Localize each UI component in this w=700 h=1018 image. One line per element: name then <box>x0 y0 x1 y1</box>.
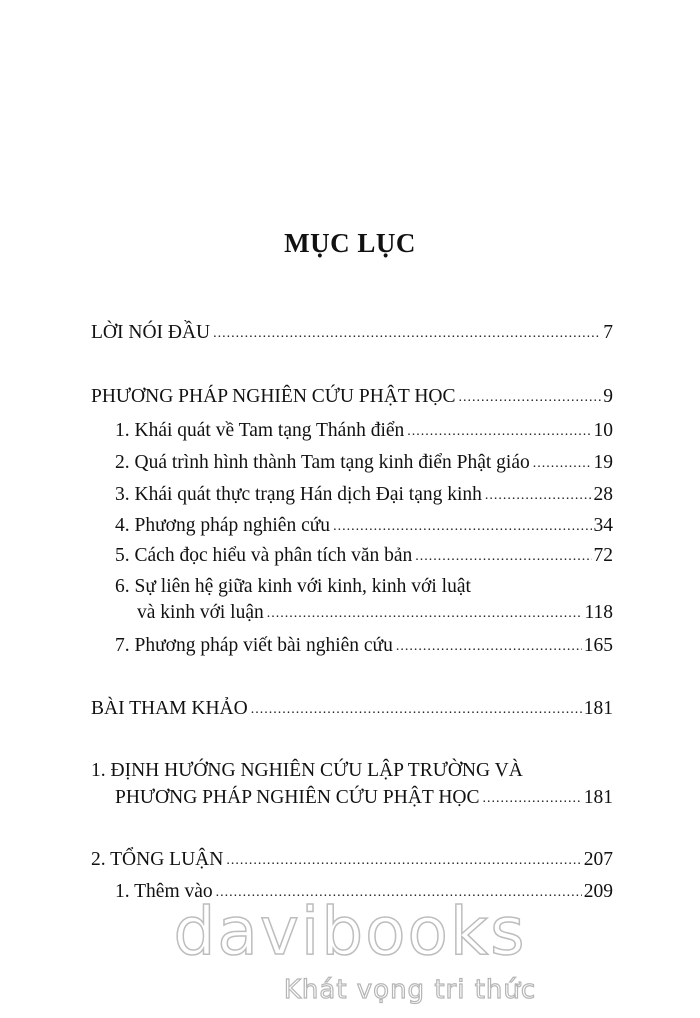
dot-leader <box>333 515 591 539</box>
dot-leader <box>407 420 591 444</box>
toc-page-number: 207 <box>583 849 613 870</box>
toc-entry-label: 4. Phương pháp nghiên cứu <box>115 515 331 536</box>
toc-page-number: 28 <box>593 484 613 505</box>
dot-leader <box>533 452 592 476</box>
toc-entry-label: 1. Thêm vào <box>115 881 213 902</box>
toc-entry-label: 2. Quá trình hình thành Tam tạng kinh điển Phật giáo <box>115 452 530 473</box>
toc-entry-part-1[interactable] <box>115 786 613 812</box>
toc-entry-label: 5. Cách đọc hiểu và phân tích văn bản <box>115 545 413 566</box>
dot-leader <box>396 635 582 659</box>
dot-leader <box>267 602 583 626</box>
toc-entry-chapter-4[interactable] <box>115 514 613 540</box>
dot-leader <box>485 484 592 508</box>
toc-entry-label: 3. Khái quát thực trạng Hán dịch Đại tạng kinh <box>115 484 482 505</box>
toc-page-number: 72 <box>593 545 613 566</box>
toc-entry-label: BÀI THAM KHẢO <box>91 698 248 719</box>
toc-entry-chapter-1[interactable] <box>115 419 613 445</box>
dot-leader <box>213 322 601 346</box>
toc-entry-chapter-7[interactable] <box>115 634 613 660</box>
toc-entry-label: PHƯƠNG PHÁP NGHIÊN CỨU PHẬT HỌC <box>115 787 480 808</box>
toc-entry-chapter-3[interactable] <box>115 483 613 509</box>
toc-page-number: 118 <box>584 602 613 623</box>
toc-page-number: 19 <box>593 452 613 473</box>
toc-entry-chapter-6[interactable] <box>137 601 613 627</box>
toc-entry-part-1-line1[interactable]: 1. ĐỊNH HƯỚNG NGHIÊN CỨU LẬP TRƯỜNG VÀ <box>91 760 523 781</box>
toc-entry-reference[interactable] <box>91 697 613 723</box>
toc-entry-label: PHƯƠNG PHÁP NGHIÊN CỨU PHẬT HỌC <box>91 386 456 407</box>
page-title: MỤC LỤC <box>284 228 416 258</box>
toc-entry-part-2[interactable] <box>91 848 613 874</box>
toc-entry-label: 2. TỔNG LUẬN <box>91 849 224 870</box>
toc-page-number: 209 <box>583 881 613 902</box>
toc-page-number: 9 <box>603 386 613 407</box>
toc-entry-label: LỜI NÓI ĐẦU <box>91 322 211 343</box>
toc-page-number: 10 <box>593 420 613 441</box>
watermark-brand: davibooks <box>173 893 527 970</box>
dot-leader <box>251 698 582 722</box>
toc-page-number: 181 <box>583 698 613 719</box>
dot-leader <box>483 787 582 811</box>
toc-entry-chapter-5[interactable] <box>115 544 613 570</box>
toc-entry-label: 1. Khái quát về Tam tạng Thánh điển <box>115 420 405 441</box>
toc-page-number: 34 <box>593 515 613 536</box>
dot-leader <box>226 849 581 873</box>
dot-leader <box>415 545 591 569</box>
toc-page-number: 181 <box>583 787 613 808</box>
toc-entry-preface[interactable] <box>91 321 613 347</box>
toc-entry-label: và kinh với luận <box>137 602 264 623</box>
dot-leader <box>459 386 602 410</box>
toc-entry-label: 7. Phương pháp viết bài nghiên cứu <box>115 635 393 656</box>
toc-entry-chapter-6-line1[interactable]: 6. Sự liên hệ giữa kinh với kinh, kinh với luật <box>115 576 471 597</box>
toc-entry-chapter-2[interactable] <box>115 451 613 477</box>
toc-entry-methodology[interactable] <box>91 385 613 411</box>
toc-page-number: 7 <box>603 322 613 343</box>
watermark-slogan: Khát vọng tri thức <box>283 975 537 1005</box>
toc-page-number: 165 <box>583 635 613 656</box>
